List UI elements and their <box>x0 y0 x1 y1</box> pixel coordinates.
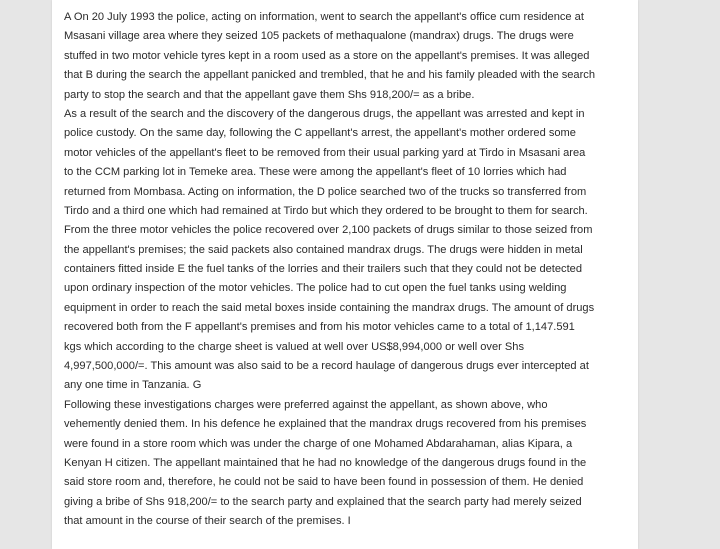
text-line: any one time in Tanzania. G <box>64 379 202 392</box>
text-line: motor vehicles of the appellant's fleet to be removed from their usual parking yard at Tirdo in Msasani area <box>64 146 586 159</box>
text-line: police custody. On the same day, following the C appellant's arrest, the appellant's mother ordered some <box>64 127 576 140</box>
text-line: Following these investigations charges were preferred against the appellant, as shown above, who <box>64 398 548 411</box>
text-line: A On 20 July 1993 the police, acting on information, went to search the appellant's office cum residence at <box>64 11 584 23</box>
text-line: the appellant's premises; the said packets also contained mandrax drugs. The drugs were hidden in metal <box>64 243 583 256</box>
text-line: kgs which according to the charge sheet is valued at well over US$8,994,000 or well over Shs <box>64 340 525 353</box>
document-text <box>64 8 628 532</box>
text-line: containers fitted inside E the fuel tanks of the lorries and their trailers such that they could not be detected <box>64 263 583 276</box>
text-line: returned from Mombasa. Acting on information, the D police searched two of the trucks so transferred from <box>64 185 587 198</box>
text-line: Kenyan H citizen. The appellant maintained that he had no knowledge of the dangerous drugs found in the <box>64 456 587 469</box>
text-line: equipment in order to reach the said metal boxes inside containing the mandrax drugs. The amount of drugs <box>64 301 595 314</box>
document-page <box>52 0 638 549</box>
text-line: that amount in the course of their search of the premises. I <box>64 515 351 528</box>
text-line: upon ordinary inspection of the motor vehicles. The police had to cut open the fuel tanks using welding <box>64 282 567 295</box>
text-line: party to stop the search and that the appellant gave them Shs 918,200/= as a bribe. <box>64 88 475 101</box>
text-line: stuffed in two motor vehicle tyres kept in a room used as a store on the appellant's premises. It was alleged <box>64 49 590 62</box>
text-line: From the three motor vehicles the police recovered over 2,100 packets of drugs similar to those seized from <box>64 224 593 237</box>
text-line: Msasani village area where they seized 105 packets of methaqualone (mandrax) drugs. The drugs were <box>64 30 574 43</box>
text-line: recovered both from the F appellant's premises and from his motor vehicles came to a total of 1,147.591 <box>64 321 575 334</box>
text-line: said store room and, therefore, he could not be said to have been found in possession of them. He denied <box>64 476 584 489</box>
text-line: were found in a store room which was under the charge of one Mohamed Abdarahaman, alias Kipara, a <box>64 437 573 450</box>
text-line: to the CCM parking lot in Temeke area. These were among the appellant's fleet of 10 lorries which had <box>64 166 567 179</box>
text-line: Tirdo and a third one which had remained at Tirdo but which they ordered to be brought to them for search. <box>64 204 588 217</box>
text-line: 4,997,500,000/=. This amount was also said to be a record haulage of dangerous drugs ever intercepted at <box>64 360 589 373</box>
text-line: that B during the search the appellant panicked and trembled, that he and his family pleaded with the search <box>64 69 595 82</box>
text-line: giving a bribe of Shs 918,200/= to the search party and explained that the search party had merely seized <box>64 495 582 508</box>
text-line: As a result of the search and the discovery of the dangerous drugs, the appellant was arrested and kept in <box>64 107 585 120</box>
text-line: vehemently denied them. In his defence he explained that the mandrax drugs recovered from his premises <box>64 418 587 431</box>
